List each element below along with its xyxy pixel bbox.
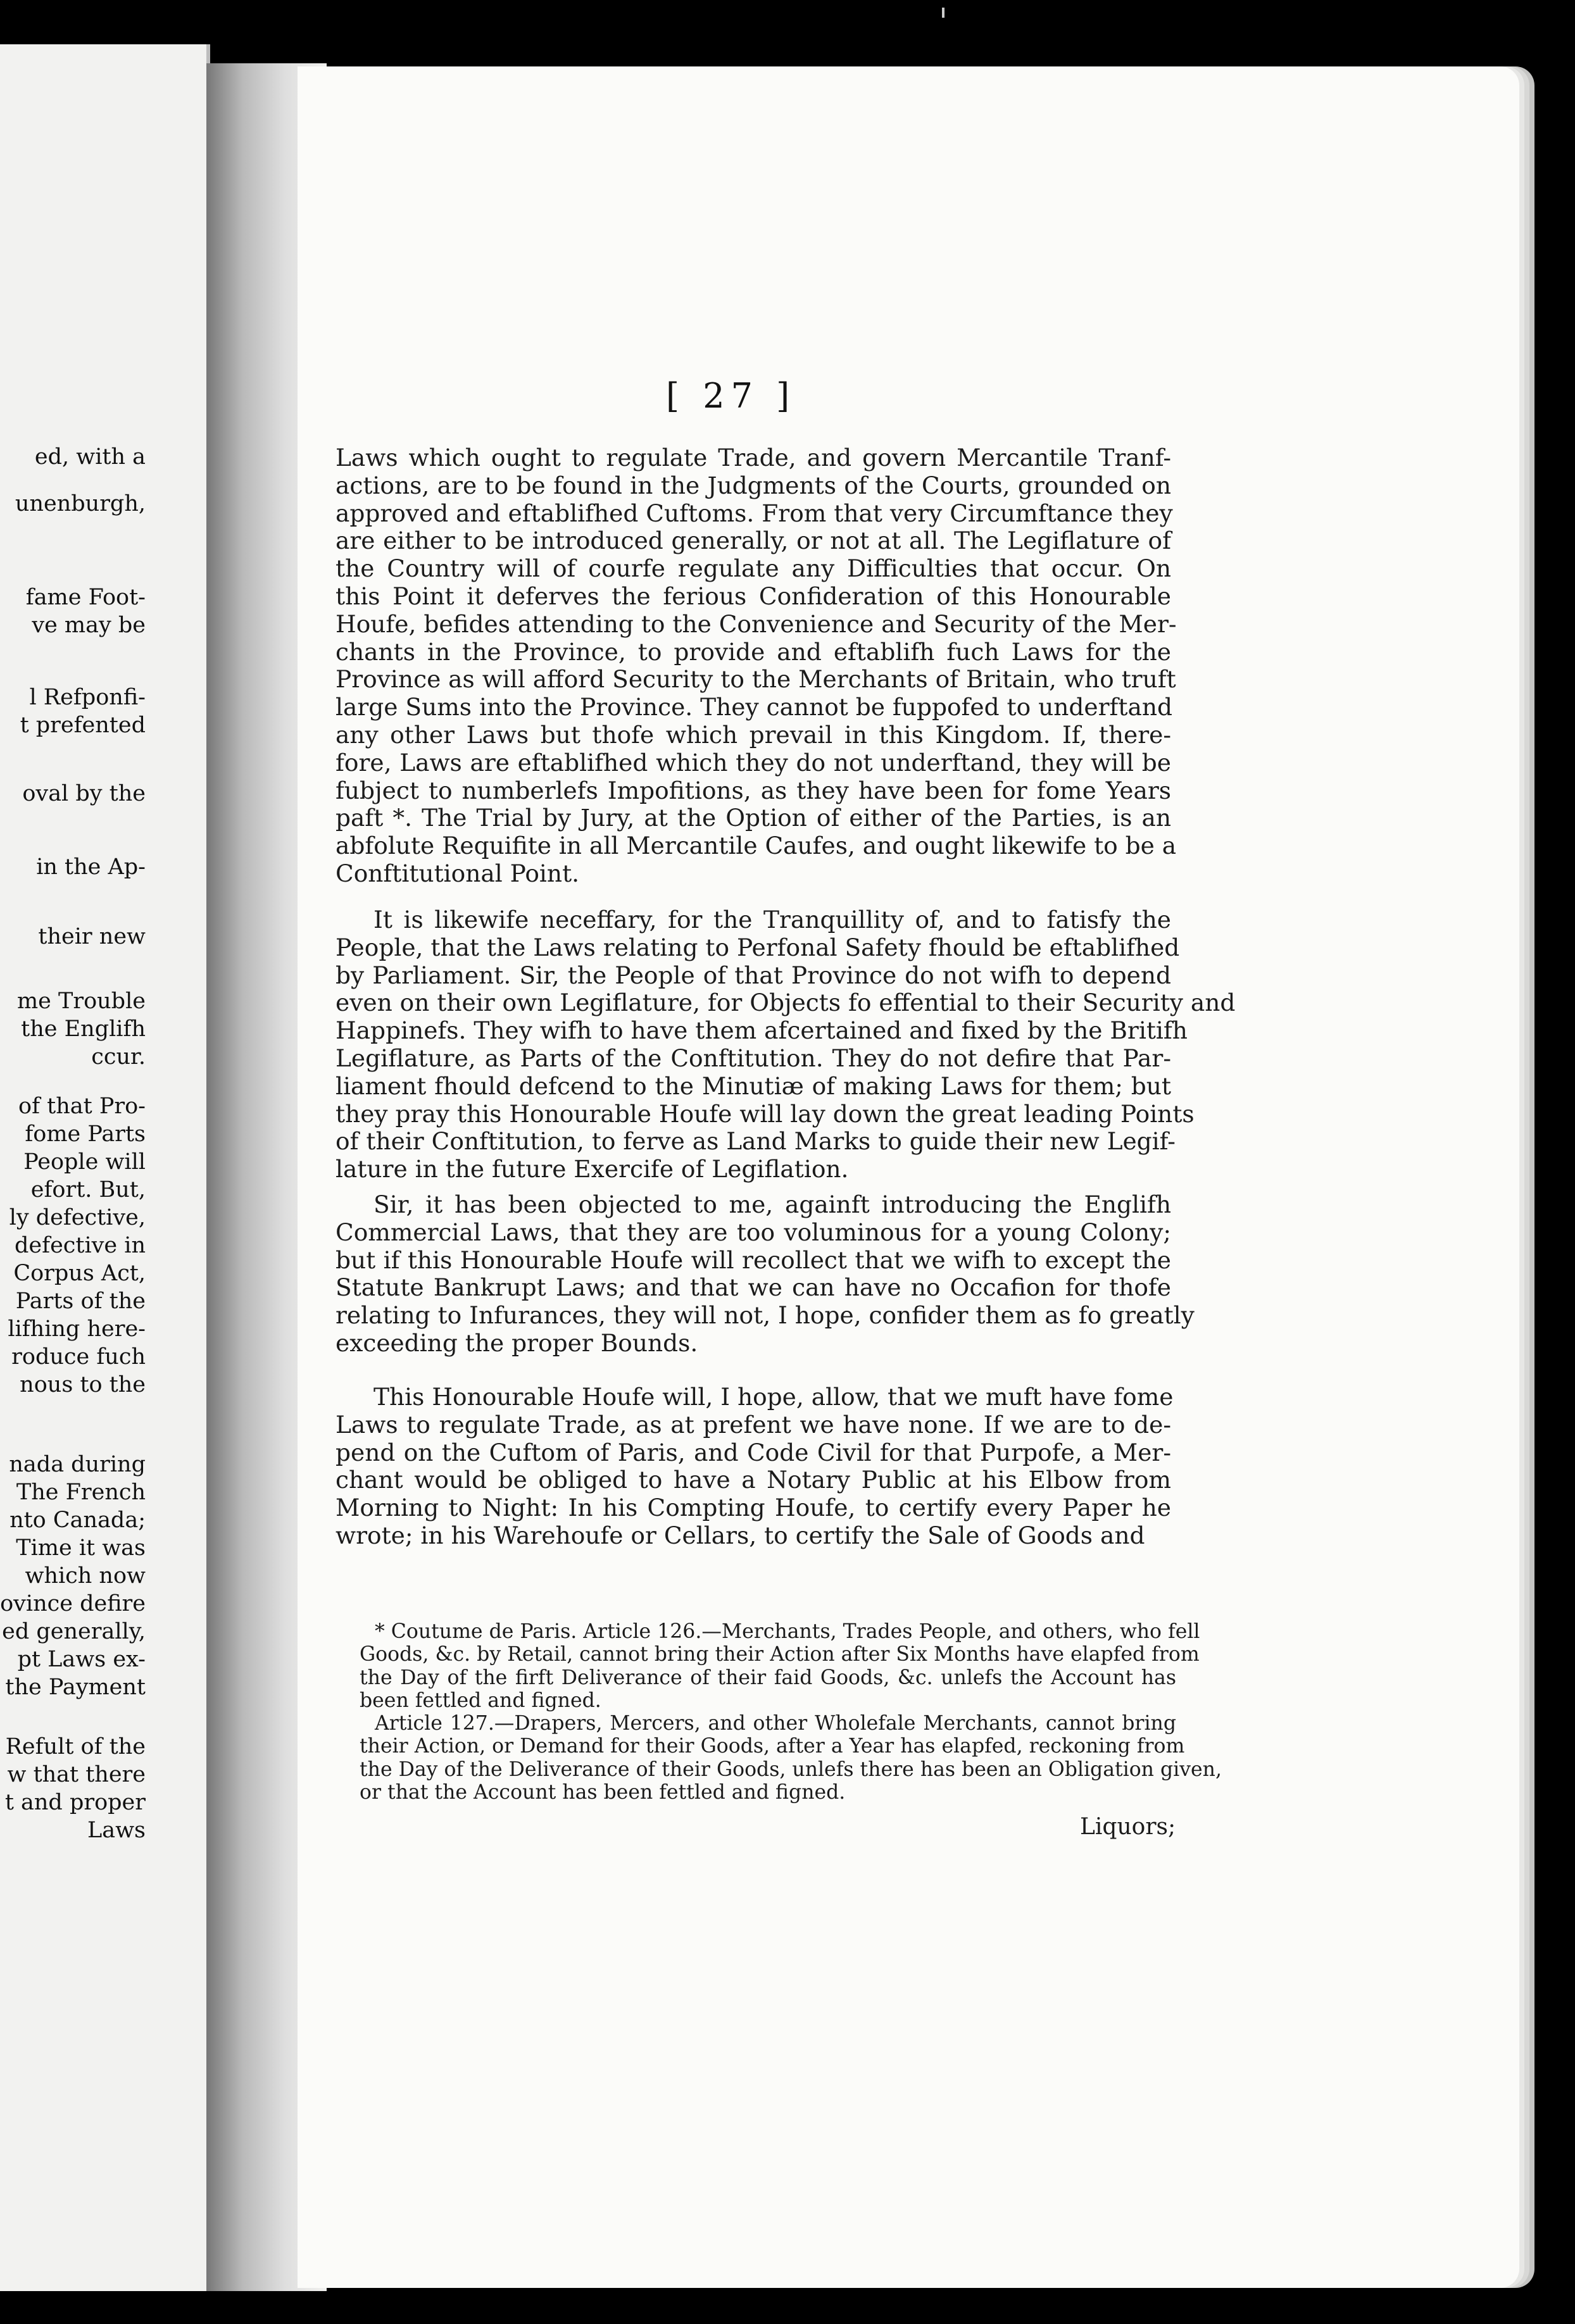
margin-line: of that Pro-	[18, 1094, 146, 1119]
margin-line: Time it was	[16, 1535, 146, 1561]
margin-line: roduce fuch	[11, 1344, 146, 1370]
catchword: Liquors;	[1080, 1814, 1176, 1840]
text-line: It is likewife neceffary, for the Tranquillity of, and to fatisfy the	[373, 906, 1171, 934]
text-line: are either to be introduced generally, or not at all. The Legiflature of	[336, 527, 1171, 555]
text-line: Legiflature, as Parts of the Conftitution. They do not defire that Par-	[336, 1044, 1171, 1072]
margin-line: fame Foot-	[25, 585, 146, 610]
margin-line: Refult of the	[5, 1734, 146, 1759]
margin-line: ccur.	[91, 1044, 146, 1070]
margin-line: nous to the	[20, 1372, 146, 1397]
text-line: actions, are to be found in the Judgments of the Courts, grounded on	[336, 471, 1171, 499]
text-line: they pray this Honourable Houfe will lay down the great leading Points	[336, 1099, 1195, 1128]
text-line: any other Laws but thofe which prevail in this Kingdom. If, there-	[336, 720, 1171, 749]
text-line: Statute Bankrupt Laws; and that we can have no Occafion for thofe	[336, 1273, 1171, 1302]
paragraph	[336, 1190, 1195, 1358]
text-line: this Point it deferves the ferious Confideration of this Honourable	[336, 582, 1171, 610]
text-line: exceeding the proper Bounds.	[336, 1328, 698, 1357]
margin-line: fome Parts	[25, 1121, 146, 1147]
margin-line: Parts of the	[15, 1289, 146, 1314]
footnote-line: been fettled and figned.	[360, 1689, 601, 1712]
margin-line: pt Laws ex-	[17, 1647, 146, 1672]
text-line: pend on the Cuftom of Paris, and Code Civil for that Purpofe, a Mer-	[336, 1438, 1171, 1466]
text-line: the Country will of courfe regulate any Difficulties that occur. On	[336, 554, 1171, 583]
text-line: abfolute Requifite in all Mercantile Caufes, and ought likewife to be a	[336, 832, 1177, 860]
margin-line: ed, with a	[34, 444, 146, 470]
text-line: liament fhould defcend to the Minutiæ of making Laws for them; but	[336, 1071, 1171, 1100]
text-line: lature in the future Exercife of Legiflation.	[336, 1155, 849, 1184]
margin-line: People will	[23, 1149, 146, 1175]
margin-line: oval by the	[22, 781, 146, 806]
text-line: relating to Infurances, they will not, I hope, confider them as fo greatly	[336, 1301, 1195, 1330]
paragraph	[336, 1383, 1174, 1550]
text-line: of their Conftitution, to ferve as Land Marks to guide their new Legif-	[336, 1127, 1176, 1156]
margin-line: Corpus Act,	[13, 1261, 146, 1286]
text-line: fubject to numberlefs Impofitions, as they have been for fome Years	[336, 776, 1171, 804]
margin-line: nto Canada;	[9, 1508, 146, 1533]
text-line: Houfe, befides attending to the Convenience and Security of the Mer-	[336, 609, 1177, 638]
margin-line: the Payment	[5, 1675, 146, 1700]
margin-line: Laws	[87, 1818, 146, 1843]
text-line: but if this Honourable Houfe will recollect that we wifh to except the	[336, 1246, 1171, 1274]
margin-line: ly defective,	[9, 1205, 146, 1230]
paragraph	[336, 444, 1177, 888]
page-number: [ 27 ]	[666, 376, 796, 416]
margin-line: their new	[38, 924, 146, 949]
edge-mark	[942, 8, 944, 18]
text-line: wrote; in his Warehoufe or Cellars, to certify the Sale of Goods and	[336, 1521, 1145, 1549]
text-line: This Honourable Houfe will, I hope, allow, that we muft have fome	[373, 1383, 1174, 1411]
margin-line: lifhing here-	[8, 1316, 146, 1342]
footnote-line: the Day of the firft Deliverance of their faid Goods, &c. unlefs the Account has	[360, 1666, 1176, 1689]
margin-line: The French	[16, 1480, 146, 1505]
text-line: Laws to regulate Trade, as at prefent we have none. If we are to de-	[336, 1410, 1171, 1439]
margin-line: unenburgh,	[15, 491, 146, 516]
footnote	[360, 1620, 1222, 1804]
margin-line: ve may be	[32, 613, 146, 638]
footnote-line: Article 127.—Drapers, Mercers, and other Wholefale Merchants, cannot bring	[375, 1712, 1176, 1735]
paragraph	[336, 906, 1236, 1184]
text-line: People, that the Laws relating to Perfonal Safety fhould be eftablifhed	[336, 933, 1180, 961]
text-line: Province as will afford Security to the Merchants of Britain, who truft	[336, 665, 1176, 694]
margin-line: t and proper	[4, 1790, 146, 1815]
text-line: large Sums into the Province. They cannot be fuppofed to underftand	[336, 693, 1172, 722]
text-line: Morning to Night: In his Compting Houfe, to certify every Paper he	[336, 1494, 1171, 1522]
text-line: Sir, it has been objected to me, againft introducing the Englifh	[373, 1190, 1171, 1218]
margin-line: t prefented	[20, 713, 146, 738]
text-line: Commercial Laws, that they are too voluminous for a young Colony;	[336, 1218, 1171, 1246]
text-line: approved and eftablifhed Cuftoms. From that very Circumftance they	[336, 499, 1173, 527]
text-line: paft *. The Trial by Jury, at the Option of either of the Parties, is an	[336, 804, 1171, 832]
margin-line: ed generally,	[2, 1619, 146, 1644]
text-line: Laws which ought to regulate Trade, and govern Mercantile Tranf-	[336, 444, 1171, 472]
text-line: chants in the Province, to provide and eftablifh fuch Laws for the	[336, 637, 1171, 666]
left-page	[0, 44, 210, 2291]
text-line: by Parliament. Sir, the People of that Province do not wifh to depend	[336, 961, 1171, 989]
footnote-line: their Action, or Demand for their Goods, after a Year has elapfed, reckoning from	[360, 1735, 1185, 1758]
text-line: Conftitutional Point.	[336, 859, 580, 887]
margin-line: l Refponfi-	[29, 685, 146, 710]
text-line: Happinefs. They wifh to have them afcertained and fixed by the Britifh	[336, 1016, 1188, 1045]
margin-line: defective in	[15, 1233, 146, 1258]
text-line: even on their own Legiflature, for Objects fo effential to their Security and	[336, 989, 1236, 1017]
text-line: fore, Laws are eftablifhed which they do not underftand, they will be	[336, 748, 1171, 777]
margin-line: which now	[25, 1563, 146, 1589]
margin-line: nada during	[9, 1452, 146, 1477]
footnote-line: * Coutume de Paris. Article 126.—Merchants, Trades People, and others, who fell	[375, 1620, 1200, 1643]
margin-line: me Trouble	[16, 989, 146, 1014]
footnote-line: or that the Account has been fettled and figned.	[360, 1781, 846, 1804]
margin-line: ovince defire	[0, 1591, 146, 1616]
margin-line: w that there	[7, 1762, 146, 1787]
text-line: chant would be obliged to have a Notary Public at his Elbow from	[336, 1466, 1171, 1494]
margin-line: efort. But,	[30, 1177, 146, 1203]
margin-line: the Englifh	[21, 1016, 146, 1042]
footnote-line: the Day of the Deliverance of their Goods, unlefs there has been an Obligation given,	[360, 1758, 1222, 1781]
margin-line: in the Ap-	[36, 854, 146, 880]
footnote-line: Goods, &c. by Retail, cannot bring their Action after Six Months have elapfed from	[360, 1643, 1200, 1666]
